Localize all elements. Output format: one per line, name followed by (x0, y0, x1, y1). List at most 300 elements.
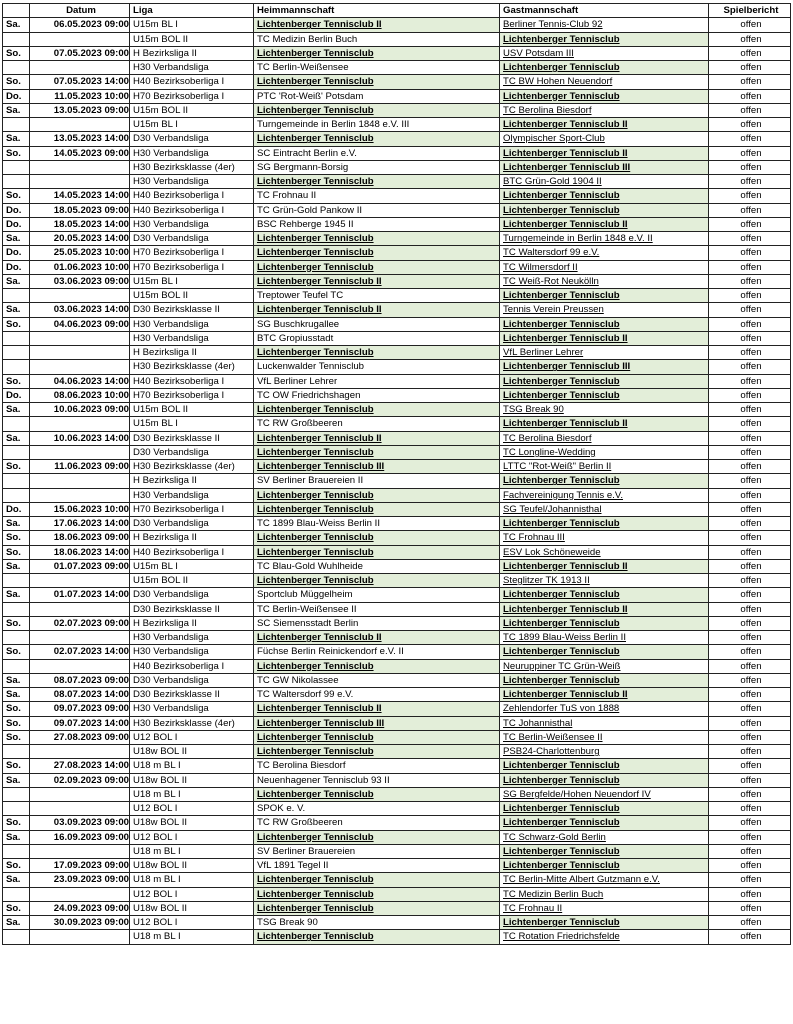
guest-team: TC BW Hohen Neuendorf (500, 75, 709, 89)
guest-team: LTTC "Rot-Weiß" Berlin II (500, 460, 709, 474)
table-row (3, 659, 791, 673)
match-day: So. (3, 859, 30, 873)
match-league: H30 Verbandsliga (130, 217, 254, 231)
guest-team: Lichtenberger Tennisclub (500, 517, 709, 531)
match-day (3, 930, 30, 944)
match-report: offen (709, 132, 791, 146)
match-report: offen (709, 274, 791, 288)
match-report: offen (709, 289, 791, 303)
match-day (3, 118, 30, 132)
match-report: offen (709, 517, 791, 531)
match-date: 13.05.2023 09:00 (30, 103, 130, 117)
match-report: offen (709, 374, 791, 388)
table-row (3, 673, 791, 687)
match-day: So. (3, 189, 30, 203)
match-day: Do. (3, 217, 30, 231)
match-report: offen (709, 403, 791, 417)
table-row (3, 89, 791, 103)
table-row (3, 431, 791, 445)
home-team: SC Eintracht Berlin e.V. (254, 146, 500, 160)
guest-team: Lichtenberger Tennisclub (500, 32, 709, 46)
match-date (30, 32, 130, 46)
match-league: U18w BOL II (130, 859, 254, 873)
match-date: 15.06.2023 10:00 (30, 502, 130, 516)
match-day (3, 602, 30, 616)
match-day (3, 360, 30, 374)
match-day: So. (3, 46, 30, 60)
guest-team: Fachvereinigung Tennis e.V. (500, 488, 709, 502)
guest-team: Lichtenberger Tennisclub (500, 203, 709, 217)
guest-team: Lichtenberger Tennisclub (500, 816, 709, 830)
match-report: offen (709, 160, 791, 174)
match-league: U15m BL I (130, 559, 254, 573)
match-league: H70 Bezirksoberliga I (130, 388, 254, 402)
match-day: Sa. (3, 688, 30, 702)
table-row (3, 716, 791, 730)
home-team: Lichtenberger Tennisclub (254, 246, 500, 260)
match-day: Sa. (3, 274, 30, 288)
table-row (3, 531, 791, 545)
match-league: U18 m BL I (130, 930, 254, 944)
table-row (3, 702, 791, 716)
match-league: D30 Verbandsliga (130, 132, 254, 146)
match-day: Sa. (3, 773, 30, 787)
table-row (3, 873, 791, 887)
match-report: offen (709, 346, 791, 360)
match-date (30, 602, 130, 616)
match-report: offen (709, 730, 791, 744)
match-date: 24.09.2023 09:00 (30, 901, 130, 915)
match-date: 18.06.2023 14:00 (30, 545, 130, 559)
home-team: Lichtenberger Tennisclub II (254, 431, 500, 445)
match-league: U15m BOL II (130, 103, 254, 117)
match-report: offen (709, 873, 791, 887)
guest-team: Lichtenberger Tennisclub (500, 616, 709, 630)
match-date (30, 488, 130, 502)
match-league: H30 Verbandsliga (130, 702, 254, 716)
match-day (3, 802, 30, 816)
home-team: Neuenhagener Tennisclub 93 II (254, 773, 500, 787)
home-team: TC Waltersdorf 99 e.V. (254, 688, 500, 702)
table-row (3, 574, 791, 588)
match-league: U18 m BL I (130, 844, 254, 858)
match-day: Sa. (3, 232, 30, 246)
home-team: Lichtenberger Tennisclub (254, 502, 500, 516)
home-team: SG Bergmann-Borsig (254, 160, 500, 174)
guest-team: VfL Berliner Lehrer (500, 346, 709, 360)
table-row (3, 61, 791, 75)
guest-team: TC Berlin-Mitte Albert Gutzmann e.V. (500, 873, 709, 887)
match-date: 11.06.2023 09:00 (30, 460, 130, 474)
match-report: offen (709, 716, 791, 730)
match-report: offen (709, 474, 791, 488)
match-date (30, 631, 130, 645)
home-team: Lichtenberger Tennisclub II (254, 303, 500, 317)
guest-team: PSB24-Charlottenburg (500, 745, 709, 759)
match-report: offen (709, 830, 791, 844)
match-day: So. (3, 374, 30, 388)
match-day: So. (3, 460, 30, 474)
match-league: H30 Verbandsliga (130, 488, 254, 502)
table-row (3, 289, 791, 303)
match-date: 11.05.2023 10:00 (30, 89, 130, 103)
match-league: H30 Bezirksklasse (4er) (130, 716, 254, 730)
match-league: H30 Verbandsliga (130, 645, 254, 659)
guest-team: Lichtenberger Tennisclub (500, 317, 709, 331)
guest-team: Lichtenberger Tennisclub II (500, 688, 709, 702)
match-date: 30.09.2023 09:00 (30, 916, 130, 930)
match-league: U15m BOL II (130, 32, 254, 46)
match-date: 04.06.2023 09:00 (30, 317, 130, 331)
match-date: 09.07.2023 14:00 (30, 716, 130, 730)
home-team: Lichtenberger Tennisclub (254, 830, 500, 844)
match-date (30, 574, 130, 588)
table-row (3, 844, 791, 858)
match-league: H30 Bezirksklasse (4er) (130, 360, 254, 374)
home-team: SV Berliner Brauereien II (254, 474, 500, 488)
match-date: 02.07.2023 14:00 (30, 645, 130, 659)
home-team: Lichtenberger Tennisclub (254, 103, 500, 117)
home-team: Lichtenberger Tennisclub (254, 75, 500, 89)
match-league: D30 Verbandsliga (130, 232, 254, 246)
match-report: offen (709, 559, 791, 573)
match-report: offen (709, 659, 791, 673)
match-report: offen (709, 146, 791, 160)
match-day (3, 574, 30, 588)
guest-team: Lichtenberger Tennisclub (500, 474, 709, 488)
home-team: TC Blau-Gold Wuhlheide (254, 559, 500, 573)
guest-team: TSG Break 90 (500, 403, 709, 417)
match-report: offen (709, 118, 791, 132)
match-day: So. (3, 702, 30, 716)
match-date: 27.08.2023 09:00 (30, 730, 130, 744)
table-row (3, 274, 791, 288)
match-date: 06.05.2023 09:00 (30, 18, 130, 32)
table-row (3, 32, 791, 46)
match-league: D30 Verbandsliga (130, 673, 254, 687)
table-row (3, 217, 791, 231)
home-team: TC RW Großbeeren (254, 816, 500, 830)
table-row (3, 559, 791, 573)
guest-team: Lichtenberger Tennisclub (500, 844, 709, 858)
match-date: 20.05.2023 14:00 (30, 232, 130, 246)
match-day (3, 160, 30, 174)
match-league: U18 m BL I (130, 873, 254, 887)
home-team: Lichtenberger Tennisclub (254, 403, 500, 417)
table-row (3, 146, 791, 160)
table-row (3, 388, 791, 402)
match-date: 08.07.2023 09:00 (30, 673, 130, 687)
match-day (3, 787, 30, 801)
table-row (3, 730, 791, 744)
table-row (3, 460, 791, 474)
match-day: Do. (3, 388, 30, 402)
match-day (3, 175, 30, 189)
match-date (30, 802, 130, 816)
table-row (3, 616, 791, 630)
match-league: U12 BOL I (130, 730, 254, 744)
home-team: Lichtenberger Tennisclub (254, 232, 500, 246)
match-league: H30 Verbandsliga (130, 317, 254, 331)
match-report: offen (709, 702, 791, 716)
match-report: offen (709, 331, 791, 345)
table-row (3, 517, 791, 531)
home-team: TC 1899 Blau-Weiss Berlin II (254, 517, 500, 531)
match-league: U15m BOL II (130, 403, 254, 417)
home-team: VfL Berliner Lehrer (254, 374, 500, 388)
match-report: offen (709, 445, 791, 459)
header-guest-team: Gastmannschaft (500, 4, 709, 18)
home-team: TC Medizin Berlin Buch (254, 32, 500, 46)
match-report: offen (709, 175, 791, 189)
guest-team: Lichtenberger Tennisclub II (500, 217, 709, 231)
home-team: SC Siemensstadt Berlin (254, 616, 500, 630)
match-date: 09.07.2023 09:00 (30, 702, 130, 716)
match-report: offen (709, 616, 791, 630)
guest-team: Lichtenberger Tennisclub (500, 673, 709, 687)
guest-team: Lichtenberger Tennisclub (500, 89, 709, 103)
match-report: offen (709, 75, 791, 89)
guest-team: Lichtenberger Tennisclub II (500, 417, 709, 431)
table-row (3, 631, 791, 645)
match-league: H30 Verbandsliga (130, 146, 254, 160)
match-report: offen (709, 103, 791, 117)
match-day: Do. (3, 246, 30, 260)
table-row (3, 502, 791, 516)
match-date: 14.05.2023 09:00 (30, 146, 130, 160)
match-day: So. (3, 645, 30, 659)
match-day: Sa. (3, 132, 30, 146)
match-day: Sa. (3, 588, 30, 602)
guest-team: ESV Lok Schöneweide (500, 545, 709, 559)
guest-team: TC Wilmersdorf II (500, 260, 709, 274)
match-report: offen (709, 417, 791, 431)
guest-team: Lichtenberger Tennisclub (500, 61, 709, 75)
home-team: Lichtenberger Tennisclub (254, 175, 500, 189)
match-day: Do. (3, 89, 30, 103)
match-league: U12 BOL I (130, 887, 254, 901)
home-team: Füchse Berlin Reinickendorf e.V. II (254, 645, 500, 659)
home-team: BSC Rehberge 1945 II (254, 217, 500, 231)
home-team: Lichtenberger Tennisclub (254, 132, 500, 146)
match-league: H40 Bezirksoberliga I (130, 374, 254, 388)
match-report: offen (709, 574, 791, 588)
match-date (30, 417, 130, 431)
match-league: U15m BOL II (130, 289, 254, 303)
match-league: U15m BL I (130, 18, 254, 32)
match-date (30, 289, 130, 303)
match-league: U15m BL I (130, 274, 254, 288)
guest-team: Turngemeinde in Berlin 1848 e.V. II (500, 232, 709, 246)
home-team: Lichtenberger Tennisclub (254, 787, 500, 801)
match-report: offen (709, 802, 791, 816)
match-date: 01.07.2023 09:00 (30, 559, 130, 573)
match-report: offen (709, 531, 791, 545)
table-row (3, 175, 791, 189)
header-home-team: Heimmannschaft (254, 4, 500, 18)
home-team: TSG Break 90 (254, 916, 500, 930)
match-league: U15m BL I (130, 118, 254, 132)
match-day (3, 631, 30, 645)
home-team: Lichtenberger Tennisclub (254, 659, 500, 673)
match-day: Sa. (3, 303, 30, 317)
match-day: So. (3, 901, 30, 915)
match-league: U18w BOL II (130, 773, 254, 787)
guest-team: Lichtenberger Tennisclub II (500, 559, 709, 573)
match-date: 14.05.2023 14:00 (30, 189, 130, 203)
match-date: 07.05.2023 14:00 (30, 75, 130, 89)
match-league: U15m BOL II (130, 574, 254, 588)
match-report: offen (709, 545, 791, 559)
match-league: H70 Bezirksoberliga I (130, 89, 254, 103)
home-team: TC RW Großbeeren (254, 417, 500, 431)
table-row (3, 830, 791, 844)
table-row (3, 75, 791, 89)
match-date (30, 360, 130, 374)
table-row (3, 759, 791, 773)
home-team: Treptower Teufel TC (254, 289, 500, 303)
guest-team: Lichtenberger Tennisclub II (500, 146, 709, 160)
guest-team: Lichtenberger Tennisclub (500, 374, 709, 388)
match-report: offen (709, 460, 791, 474)
match-day: Sa. (3, 830, 30, 844)
match-date: 18.05.2023 09:00 (30, 203, 130, 217)
match-league: H30 Verbandsliga (130, 175, 254, 189)
match-day: So. (3, 146, 30, 160)
home-team: TC Frohnau II (254, 189, 500, 203)
match-league: D30 Bezirksklasse II (130, 431, 254, 445)
home-team: Lichtenberger Tennisclub (254, 887, 500, 901)
match-date (30, 160, 130, 174)
match-date: 10.06.2023 14:00 (30, 431, 130, 445)
guest-team: Lichtenberger Tennisclub II (500, 118, 709, 132)
table-row (3, 816, 791, 830)
guest-team: Olympischer Sport-Club (500, 132, 709, 146)
match-day (3, 32, 30, 46)
match-date: 04.06.2023 14:00 (30, 374, 130, 388)
match-report: offen (709, 901, 791, 915)
match-date: 01.06.2023 10:00 (30, 260, 130, 274)
guest-team: TC Weiß-Rot Neukölln (500, 274, 709, 288)
home-team: TC Berolina Biesdorf (254, 759, 500, 773)
match-report: offen (709, 217, 791, 231)
match-date: 01.07.2023 14:00 (30, 588, 130, 602)
match-date: 16.09.2023 09:00 (30, 830, 130, 844)
home-team: Turngemeinde in Berlin 1848 e.V. III (254, 118, 500, 132)
table-row (3, 132, 791, 146)
table-row (3, 787, 791, 801)
match-date (30, 445, 130, 459)
match-league: U18 m BL I (130, 759, 254, 773)
home-team: Lichtenberger Tennisclub III (254, 716, 500, 730)
match-day (3, 745, 30, 759)
table-row (3, 488, 791, 502)
guest-team: Lichtenberger Tennisclub (500, 189, 709, 203)
guest-team: Lichtenberger Tennisclub III (500, 360, 709, 374)
home-team: Lichtenberger Tennisclub (254, 745, 500, 759)
match-day (3, 289, 30, 303)
guest-team: TC Berolina Biesdorf (500, 103, 709, 117)
home-team: Lichtenberger Tennisclub II (254, 631, 500, 645)
table-row (3, 901, 791, 915)
match-day: So. (3, 816, 30, 830)
match-day: So. (3, 759, 30, 773)
home-team: TC OW Friedrichshagen (254, 388, 500, 402)
guest-team: Lichtenberger Tennisclub (500, 759, 709, 773)
guest-team: TC Frohnau II (500, 901, 709, 915)
match-report: offen (709, 246, 791, 260)
match-date (30, 745, 130, 759)
match-day: Sa. (3, 431, 30, 445)
match-report: offen (709, 645, 791, 659)
match-day: Do. (3, 502, 30, 516)
match-report: offen (709, 930, 791, 944)
match-day: Sa. (3, 18, 30, 32)
match-league: H30 Verbandsliga (130, 61, 254, 75)
match-report: offen (709, 18, 791, 32)
table-row (3, 317, 791, 331)
match-report: offen (709, 260, 791, 274)
home-team: Lichtenberger Tennisclub II (254, 274, 500, 288)
match-day: Sa. (3, 517, 30, 531)
guest-team: Lichtenberger Tennisclub (500, 773, 709, 787)
match-date: 17.06.2023 14:00 (30, 517, 130, 531)
guest-team: Lichtenberger Tennisclub II (500, 331, 709, 345)
guest-team: Lichtenberger Tennisclub (500, 289, 709, 303)
table-row (3, 331, 791, 345)
match-day: So. (3, 730, 30, 744)
home-team: SV Berliner Brauereien (254, 844, 500, 858)
match-report: offen (709, 61, 791, 75)
table-row (3, 203, 791, 217)
guest-team: TC Johannisthal (500, 716, 709, 730)
home-team: Sportclub Müggelheim (254, 588, 500, 602)
match-schedule-table (2, 3, 791, 945)
match-date: 07.05.2023 09:00 (30, 46, 130, 60)
match-date (30, 175, 130, 189)
header-row (3, 4, 791, 18)
match-league: U18w BOL II (130, 816, 254, 830)
guest-team: Zehlendorfer TuS von 1888 (500, 702, 709, 716)
table-row (3, 18, 791, 32)
guest-team: Lichtenberger Tennisclub (500, 645, 709, 659)
match-league: H30 Verbandsliga (130, 631, 254, 645)
home-team: Lichtenberger Tennisclub (254, 574, 500, 588)
match-date: 03.06.2023 14:00 (30, 303, 130, 317)
table-row (3, 118, 791, 132)
home-team: Lichtenberger Tennisclub (254, 346, 500, 360)
home-team: Lichtenberger Tennisclub (254, 46, 500, 60)
match-league: H40 Bezirksoberliga I (130, 189, 254, 203)
match-date: 02.09.2023 09:00 (30, 773, 130, 787)
match-report: offen (709, 859, 791, 873)
match-date (30, 331, 130, 345)
table-row (3, 773, 791, 787)
match-league: D30 Bezirksklasse II (130, 602, 254, 616)
match-date: 08.07.2023 14:00 (30, 688, 130, 702)
match-report: offen (709, 388, 791, 402)
match-day (3, 844, 30, 858)
match-date: 17.09.2023 09:00 (30, 859, 130, 873)
match-date (30, 474, 130, 488)
header-match-report: Spielbericht (709, 4, 791, 18)
match-date (30, 61, 130, 75)
match-date: 02.07.2023 09:00 (30, 616, 130, 630)
guest-team: TC Schwarz-Gold Berlin (500, 830, 709, 844)
guest-team: Tennis Verein Preussen (500, 303, 709, 317)
match-league: U12 BOL I (130, 802, 254, 816)
guest-team: Lichtenberger Tennisclub II (500, 602, 709, 616)
